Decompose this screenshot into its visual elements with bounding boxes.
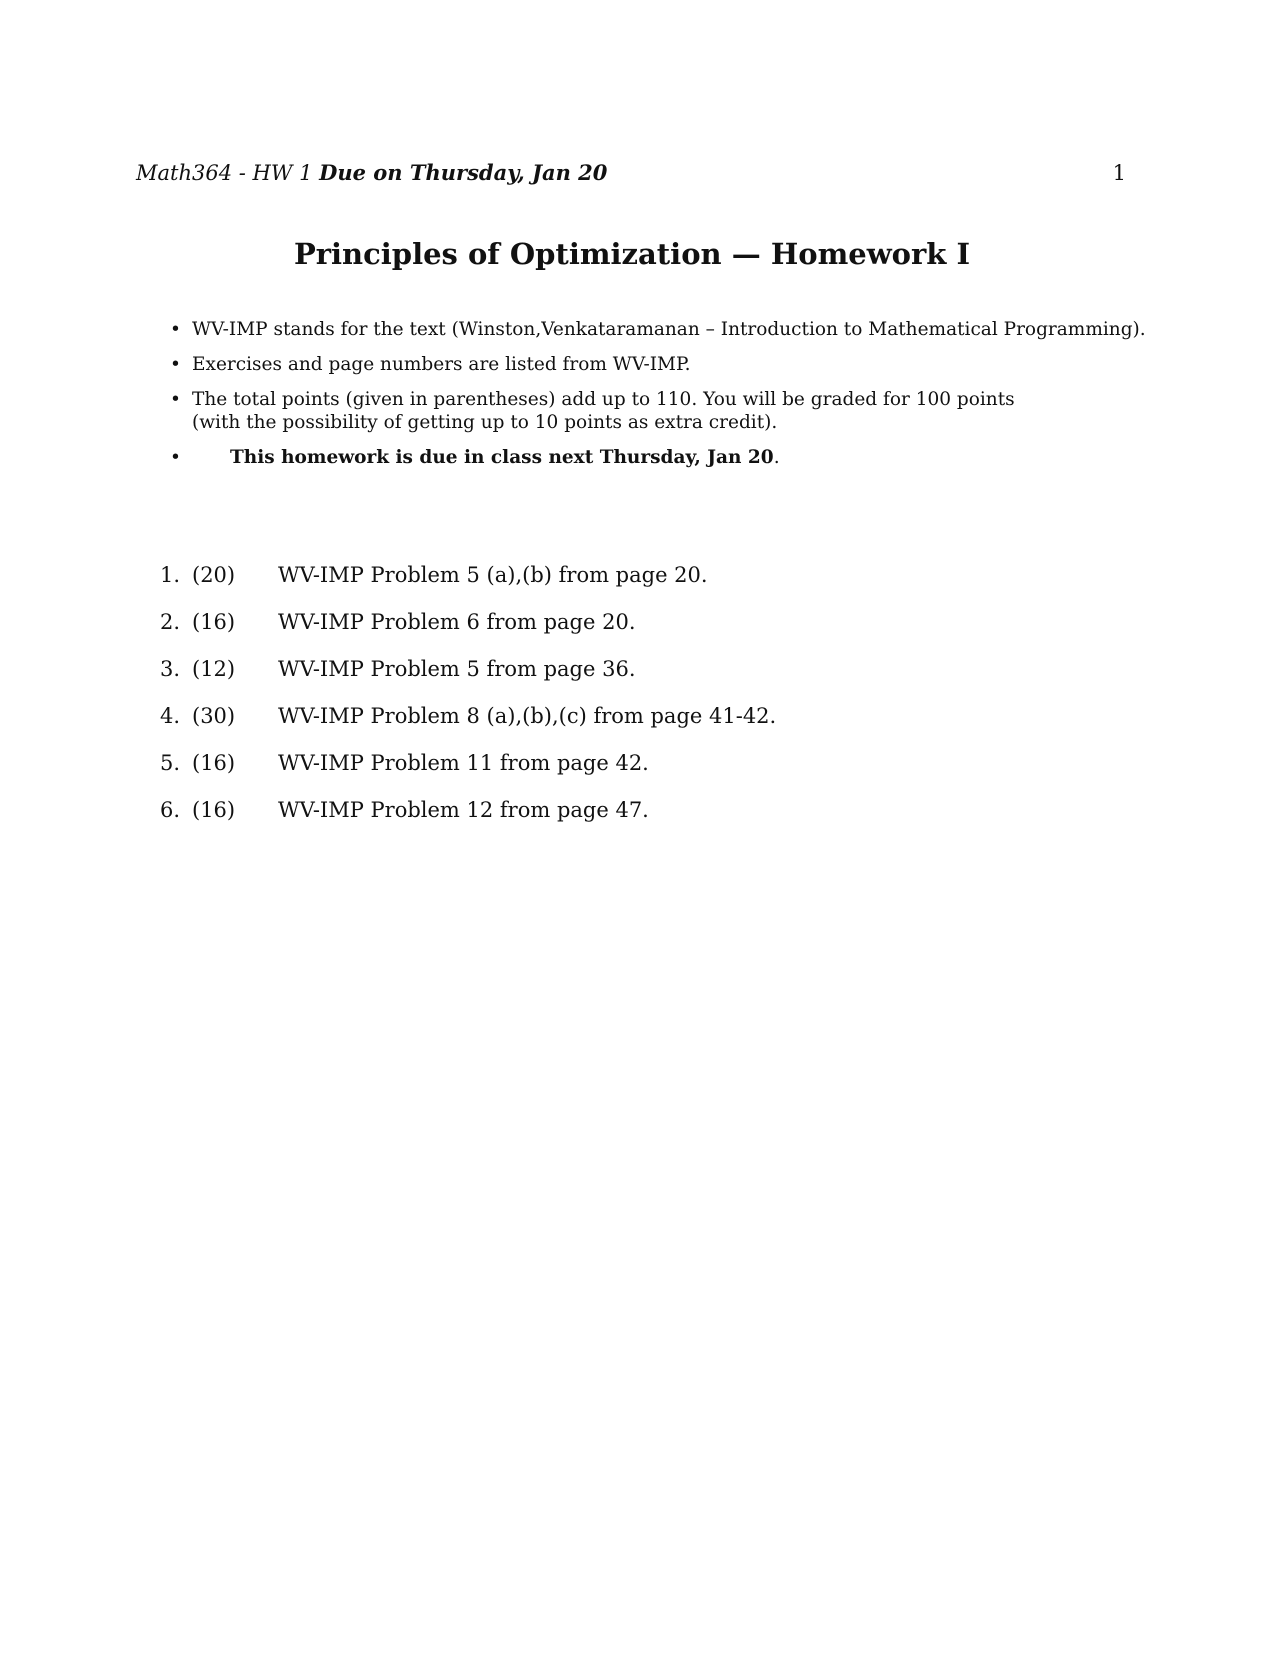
problem-text: WV-IMP Problem 11 from page 42. [278, 751, 649, 775]
problem-points: (16) [192, 798, 236, 822]
problem-points: (20) [192, 563, 236, 587]
problem-text: WV-IMP Problem 12 from page 47. [278, 798, 649, 822]
problem-number: 3. [160, 657, 181, 681]
problem-number: 2. [160, 610, 181, 634]
note-item [166, 388, 1226, 434]
note-text-line-1: The total points (given in parentheses) add up to 110. You will be graded for 100 points [192, 389, 1015, 410]
problem-item [160, 654, 1060, 701]
due-date-label: Due on Thursday, Jan 20 [319, 160, 608, 185]
problem-number: 6. [160, 798, 181, 822]
problem-number: 4. [160, 704, 181, 728]
problem-text: WV-IMP Problem 6 from page 20. [278, 610, 636, 634]
due-notice: This homework is due in class next Thursday, Jan 20 [230, 447, 774, 468]
problem-text: WV-IMP Problem 5 from page 36. [278, 657, 636, 681]
problem-item [160, 795, 1060, 842]
problem-list [160, 560, 1060, 842]
problem-item [160, 701, 1060, 748]
bullet-icon: • [170, 447, 181, 468]
notes-list [166, 318, 1226, 481]
note-item [166, 318, 1226, 341]
note-text-line-2: (with the possibility of getting up to 10 points as extra credit). [192, 412, 778, 433]
note-text: Exercises and page numbers are listed from WV-IMP. [192, 354, 691, 375]
problem-number: 5. [160, 751, 181, 775]
problem-item [160, 560, 1060, 607]
problem-points: (12) [192, 657, 236, 681]
course-label: Math364 - HW 1 [136, 161, 313, 185]
note-text: WV-IMP stands for the text (Winston,Venkataramanan – Introduction to Mathematical Programming). [192, 319, 1146, 340]
note-item [166, 446, 1226, 469]
page-title: Principles of Optimization — Homework I [293, 237, 971, 271]
running-header [136, 158, 1126, 188]
problem-text: WV-IMP Problem 5 (a),(b) from page 20. [278, 563, 708, 587]
problem-text: WV-IMP Problem 8 (a),(b),(c) from page 41-42. [278, 704, 777, 728]
due-notice-period: . [773, 447, 780, 468]
problem-item [160, 607, 1060, 654]
bullet-icon: • [170, 354, 181, 375]
problem-number: 1. [160, 563, 181, 587]
page-number: 1 [1112, 161, 1126, 185]
note-item [166, 353, 1226, 376]
bullet-icon: • [170, 389, 181, 410]
problem-points: (16) [192, 610, 236, 634]
problem-item [160, 748, 1060, 795]
problem-points: (16) [192, 751, 236, 775]
bullet-icon: • [170, 319, 181, 340]
problem-points: (30) [192, 704, 236, 728]
